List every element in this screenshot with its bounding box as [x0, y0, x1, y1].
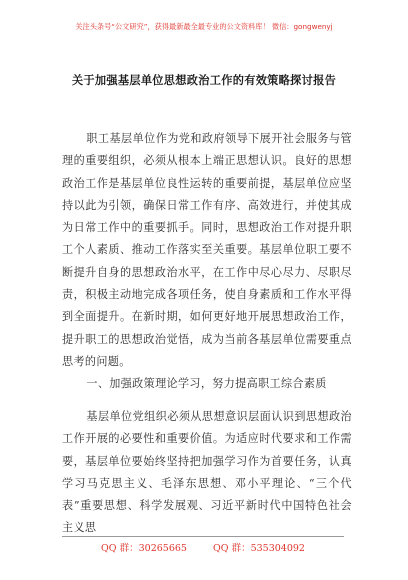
section-heading-1	[62, 373, 352, 395]
paragraph-text: 基层单位党组织必须从思想意识层面认识到思想政治工作开展的必要性和重要价值。为适应时代要求和工作需要，基层单位要始终坚持把加强学习作为首要任务，认真学习马克思主义、毛泽东思想、邓小平理论、“三个代表”重要思想、科学发展观、习近平新时代中国特色社会主义思	[62, 410, 352, 535]
body-paragraph-1	[62, 128, 352, 373]
paragraph-text: 职工基层单位作为党和政府领导下展开社会服务与管理的重要组织，必须从根本上端正思想认识。良好的思想政治工作是基层单位良性运转的重要前提，基层单位应坚持以此为引领，确保日常工作有序、高效进行，并使其成为日常工作中的重要抓手。同时，思想政治工作对提升职工个人素质、推动工作落实至关重要。基层单位职工要不断提升自身的思想政治水平，在工作中尽心尽力、尽职尽责，积极主动地完成各项任务，使自身素质和工作水平得到全面提升。在新时期，如何更好地开展思想政治工作，提升职工的思想政治觉悟，成为当前各基层单位需要重点思考的问题。	[62, 132, 352, 368]
body-paragraph-2	[62, 406, 352, 540]
promo-banner: 关注头条号“公文研究”，获得最新最全最专业的公文资料库！ 微信：gongwenyj	[75, 22, 333, 31]
document-title: 关于加强基层单位思想政治工作的有效策略探讨报告	[71, 73, 337, 87]
section-heading-text: 一、加强政策理论学习，努力提高职工综合素质	[86, 377, 327, 390]
footer-qq-group-2: QQ 群：535304092	[212, 543, 305, 554]
footer-qq-group-1: QQ 群：30265665	[101, 543, 187, 554]
footer-contact-bar	[62, 536, 344, 554]
